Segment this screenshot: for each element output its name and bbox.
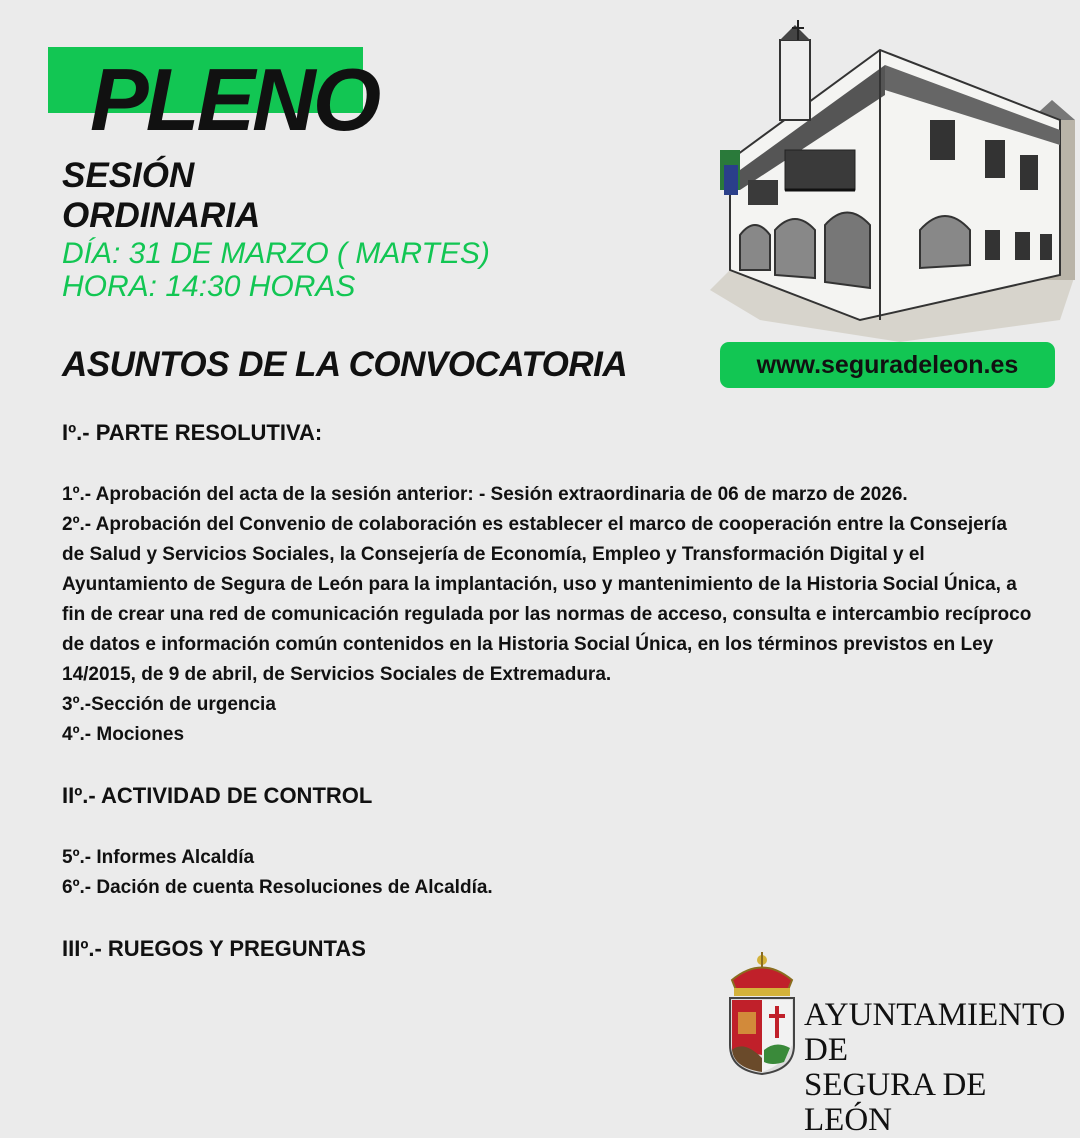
session-type-line2: ORDINARIA: [62, 196, 261, 235]
logo-line2: SEGURA DE LEÓN: [804, 1067, 987, 1138]
agenda-item-2: 2º.- Aprobación del Convenio de colaboración es establecer el marco de cooperación entre la Consejería de Salud y Servicios Sociales, la Consejería de Economía, Empleo y Transformación Digital y el Ayuntamiento de Segura de León para la implantación, uso y mantenimiento de la Historia Social Única, a fin de crear una red de comunicación regulada por las normas de acceso, consulta e intercambio recíproco de datos e información común contenidos en la Historia Social Única, en los términos previstos en Ley 14/2015, de 9 de abril, de Servicios Sociales de Extremadura.: [62, 514, 1032, 685]
session-day: DÍA: 31 DE MARZO ( MARTES): [62, 237, 490, 270]
section-title-control: IIº.- ACTIVIDAD DE CONTROL: [62, 783, 373, 808]
page-title: PLENO: [90, 50, 379, 149]
logo-line1: AYUNTAMIENTO DE: [804, 997, 1066, 1068]
agenda-content: [62, 418, 1032, 964]
agenda-item-5: 5º.- Informes Alcaldía: [62, 847, 255, 868]
town-hall-illustration: [700, 20, 1080, 342]
agenda-item-1: 1º.- Aprobación del acta de la sesión anterior: - Sesión extraordinaria de 06 de marzo de 2026.: [62, 484, 908, 505]
ayuntamiento-name: [804, 998, 1074, 1138]
session-datetime: [62, 237, 490, 303]
agenda-item-6: 6º.- Dación de cuenta Resoluciones de Alcaldía.: [62, 877, 493, 898]
session-time: HORA: 14:30 HORAS: [62, 270, 356, 303]
website-link[interactable]: www.seguradeleon.es: [720, 342, 1055, 388]
section-title-resolutive: Iº.- PARTE RESOLUTIVA:: [62, 420, 323, 445]
agenda-item-4: 4º.- Mociones: [62, 724, 185, 745]
session-type-line1: SESIÓN: [62, 156, 195, 195]
session-type: [62, 156, 260, 236]
ayuntamiento-logo: [724, 950, 1074, 1138]
agenda-item-3: 3º.-Sección de urgencia: [62, 694, 276, 715]
section-title-questions: IIIº.- RUEGOS Y PREGUNTAS: [62, 936, 366, 961]
coat-of-arms-icon: [724, 950, 800, 1075]
agenda-subtitle: ASUNTOS DE LA CONVOCATORIA: [62, 345, 628, 384]
